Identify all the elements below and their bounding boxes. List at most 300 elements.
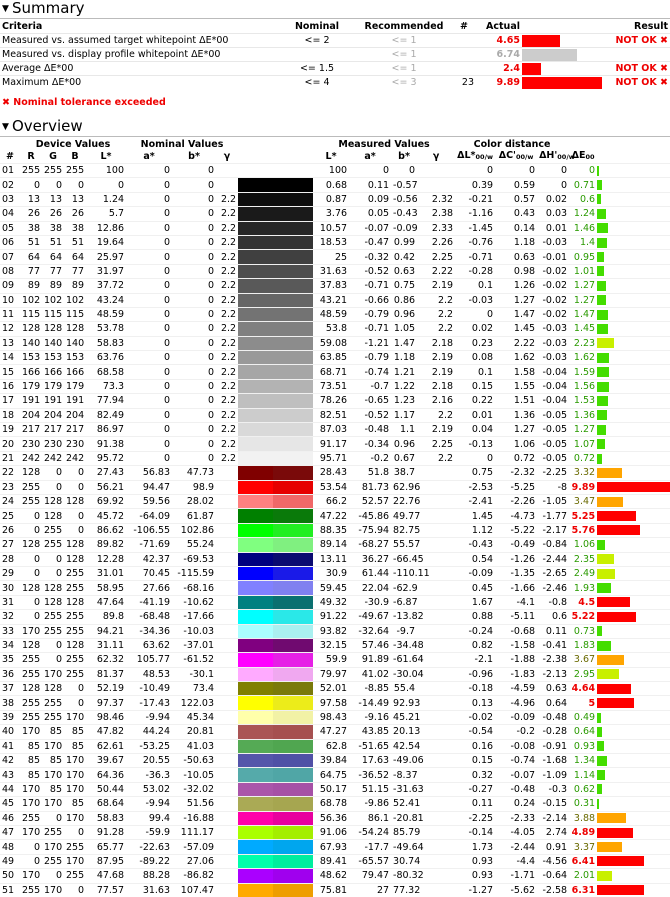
- delta-e-bar: [597, 382, 609, 392]
- nominal-gamma: [216, 523, 238, 537]
- measured-b: 1.1: [391, 423, 417, 437]
- device-g: 255: [44, 524, 63, 536]
- delta-h: -2.14: [537, 811, 569, 825]
- overview-divider: [0, 136, 670, 137]
- nominal-swatch: [238, 667, 273, 681]
- device-b: 191: [66, 395, 85, 407]
- delta-h: -0.03: [537, 235, 569, 249]
- nominal-a: 0: [126, 423, 172, 437]
- measured-b: 1.21: [391, 365, 417, 379]
- delta-e: 2.35: [569, 552, 597, 566]
- measured-l: 53.54: [313, 480, 349, 494]
- row-num: 44: [0, 782, 20, 796]
- nominal-cell: <= 4: [278, 76, 356, 90]
- measured-gamma: [417, 682, 455, 696]
- nominal-l: 63.76: [86, 351, 126, 365]
- overview-row: [0, 768, 670, 782]
- row-num: 22: [0, 466, 20, 480]
- device-g: 255: [44, 625, 63, 637]
- nominal-gamma: [216, 566, 238, 580]
- delta-e-bar-cell: [597, 768, 670, 782]
- measured-swatch: [273, 178, 313, 192]
- nominal-swatch: [238, 235, 273, 249]
- measured-swatch: [273, 293, 313, 307]
- measured-gamma: 2.18: [417, 336, 455, 350]
- delta-l: 0.93: [455, 869, 495, 883]
- delta-e-bar: [597, 454, 602, 464]
- device-r: 179: [22, 381, 41, 393]
- delta-h: -1.68: [537, 754, 569, 768]
- delta-e: 5.76: [569, 523, 597, 537]
- device-g: 170: [44, 769, 63, 781]
- device-g: 255: [44, 827, 63, 839]
- overview-row: [0, 178, 670, 192]
- measured-gamma: [417, 523, 455, 537]
- delta-e-bar: [597, 252, 604, 262]
- measured-a: -51.65: [349, 739, 391, 753]
- delta-e-bar-cell: [597, 250, 670, 264]
- delta-h: -0.15: [537, 797, 569, 811]
- nominal-l: 12.28: [86, 552, 126, 566]
- actual-cell: 2.4: [476, 62, 522, 76]
- measured-swatch: [273, 509, 313, 523]
- row-num: 18: [0, 408, 20, 422]
- nominal-l: 98.46: [86, 710, 126, 724]
- actual-bar: [522, 49, 577, 61]
- count-cell: [452, 48, 476, 62]
- nominal-swatch: [238, 192, 273, 206]
- delta-e-bar-cell: [597, 581, 670, 595]
- nominal-gamma: [216, 854, 238, 868]
- device-r: 64: [20, 250, 42, 264]
- device-b: 170: [66, 712, 85, 724]
- tolerance-note: ✖ Nominal tolerance exceeded: [2, 97, 166, 108]
- delta-h: 0.03: [537, 207, 569, 221]
- measured-l: 47.27: [313, 725, 349, 739]
- delta-e-bar-cell: [597, 293, 670, 307]
- measured-b: 0.75: [391, 279, 417, 293]
- overview-row: [0, 869, 670, 883]
- delta-c: -2.33: [495, 811, 537, 825]
- nominal-b: 0: [172, 423, 216, 437]
- delta-l: 0.32: [455, 768, 495, 782]
- device-r: 115: [22, 309, 41, 321]
- criteria-cell: Measured vs. display profile whitepoint ΔE*00: [0, 48, 278, 62]
- measured-l: 39.84: [313, 754, 349, 768]
- nominal-a: 0: [126, 437, 172, 451]
- delta-e-bar-cell: [597, 336, 670, 350]
- row-num: 21: [0, 451, 20, 465]
- device-g: 255: [44, 855, 63, 867]
- device-g: 255: [44, 611, 63, 623]
- measured-a: 81.73: [349, 480, 391, 494]
- measured-gamma: [417, 480, 455, 494]
- device-r: 102: [22, 294, 41, 306]
- row-num: 12: [0, 322, 20, 336]
- delta-e-bar-cell: [597, 307, 670, 321]
- nominal-a: 0: [126, 451, 172, 465]
- measured-a: 43.85: [349, 725, 391, 739]
- measured-gamma: [417, 509, 455, 523]
- measured-gamma: 2.19: [417, 279, 455, 293]
- measured-a: -0.65: [349, 394, 391, 408]
- col-r: R: [27, 151, 35, 162]
- device-g: 0: [42, 638, 64, 652]
- nominal-l: 50.44: [86, 782, 126, 796]
- delta-c: 1.62: [495, 351, 537, 365]
- device-b: 128: [66, 640, 85, 652]
- device-g: 230: [44, 438, 63, 450]
- device-b: 0: [64, 696, 86, 710]
- measured-a: -9.86: [349, 797, 391, 811]
- delta-h: 0.11: [537, 624, 569, 638]
- nominal-b: 0: [172, 408, 216, 422]
- nominal-l: 31.97: [86, 264, 126, 278]
- device-r: 128: [22, 582, 41, 594]
- delta-c: 2.22: [495, 336, 537, 350]
- delta-l: -2.25: [455, 811, 495, 825]
- delta-e: 1.06: [569, 538, 597, 552]
- summary-row: [0, 62, 670, 76]
- recommended-cell: <= 1: [356, 62, 452, 76]
- device-r: 0: [20, 509, 42, 523]
- delta-e-bar-cell: [597, 754, 670, 768]
- delta-e-bar-cell: [597, 279, 670, 293]
- measured-l: 89.41: [313, 854, 349, 868]
- col-delta-e: $\Delta E_{00}$: [571, 150, 595, 161]
- measured-l: 95.71: [313, 451, 349, 465]
- measured-l: 18.53: [313, 235, 349, 249]
- nominal-a: 0: [126, 336, 172, 350]
- delta-e-bar: [597, 223, 608, 233]
- result-header: Result: [634, 21, 668, 32]
- device-g: 204: [44, 409, 63, 421]
- measured-b: -62.9: [393, 582, 418, 594]
- overview-row: [0, 509, 670, 523]
- delta-e-bar-cell: [597, 725, 670, 739]
- nominal-swatch: [238, 754, 273, 768]
- row-num: 29: [0, 566, 20, 580]
- nominal-gamma: 2.2: [216, 394, 238, 408]
- delta-c: 1.55: [495, 379, 537, 393]
- delta-e-bar: [597, 396, 608, 406]
- delta-c: 0.63: [495, 250, 537, 264]
- device-b: 0: [64, 523, 86, 537]
- nominal-a: -36.3: [126, 768, 172, 782]
- measured-swatch: [273, 365, 313, 379]
- delta-c: -5.22: [495, 523, 537, 537]
- delta-e: 0.71: [569, 178, 597, 192]
- nominal-swatch: [238, 207, 273, 221]
- nominal-gamma: [216, 696, 238, 710]
- count-cell: [452, 62, 476, 76]
- measured-a: -1.21: [349, 336, 391, 350]
- measured-b: 1.22: [391, 379, 417, 393]
- delta-e: 1.01: [569, 264, 597, 278]
- summary-row: [0, 48, 670, 62]
- delta-l: 0: [455, 164, 495, 178]
- device-r: 85: [20, 739, 42, 753]
- delta-e-bar: [597, 741, 604, 751]
- measured-gamma: [417, 768, 455, 782]
- nominal-b: 0: [172, 178, 216, 192]
- row-num: 31: [0, 595, 20, 609]
- nominal-swatch: [238, 437, 273, 451]
- collapse-triangle-icon: ▼: [2, 122, 9, 132]
- nominal-l: 68.58: [86, 365, 126, 379]
- delta-e: 1.46: [569, 221, 597, 235]
- delta-c: 1.27: [495, 293, 537, 307]
- delta-c: 0.57: [495, 192, 537, 206]
- delta-l: 0: [455, 307, 495, 321]
- delta-l: 1.67: [455, 595, 495, 609]
- device-b: 170: [66, 783, 85, 795]
- device-g: 38: [42, 221, 64, 235]
- measured-l: 59.9: [313, 653, 349, 667]
- delta-c: 0: [495, 164, 537, 178]
- delta-h: -2.17: [537, 523, 569, 537]
- measured-gamma: [417, 494, 455, 508]
- nominal-l: 58.83: [86, 336, 126, 350]
- actual-cell: 9.89: [476, 76, 522, 90]
- overview-row: [0, 653, 670, 667]
- row-num: 33: [0, 624, 20, 638]
- nominal-b: 0: [172, 264, 216, 278]
- measured-b: 92.93: [393, 697, 421, 709]
- nominal-a: 0: [126, 351, 172, 365]
- nominal-a: 88.28: [126, 869, 172, 883]
- measured-a: -30.9: [349, 595, 391, 609]
- measured-a: 17.63: [349, 754, 391, 768]
- delta-h: -4.56: [537, 854, 569, 868]
- criteria-cell: Measured vs. assumed target whitepoint ΔE*00: [0, 34, 278, 48]
- nominal-b: 0: [172, 336, 216, 350]
- delta-e-bar-cell: [597, 811, 670, 825]
- nominal-cell: [278, 48, 356, 62]
- measured-a: -0.48: [349, 423, 391, 437]
- delta-l: -0.27: [455, 782, 495, 796]
- device-r: 51: [20, 235, 42, 249]
- delta-c: -4.4: [495, 854, 537, 868]
- delta-e: 1.27: [569, 423, 597, 437]
- nominal-l: 69.92: [86, 494, 126, 508]
- overview-row: [0, 307, 670, 321]
- actual-bar: [522, 77, 602, 89]
- delta-l: -1.16: [455, 207, 495, 221]
- measured-swatch: [273, 869, 313, 883]
- row-num: 45: [0, 797, 20, 811]
- measured-gamma: 2.19: [417, 351, 455, 365]
- delta-l: -0.96: [455, 667, 495, 681]
- nominal-a: -41.19: [126, 595, 172, 609]
- nominal-a: 20.55: [126, 754, 172, 768]
- delta-e-bar-cell: [597, 509, 670, 523]
- measured-swatch: [273, 351, 313, 365]
- summary-table: [0, 21, 670, 89]
- delta-l: 0.16: [455, 739, 495, 753]
- nominal-swatch: [238, 178, 273, 192]
- nominal-gamma: 2.2: [216, 235, 238, 249]
- measured-swatch: [273, 840, 313, 854]
- delta-e-bar: [597, 713, 601, 723]
- delta-c: -1.58: [495, 638, 537, 652]
- measured-l: 56.36: [313, 811, 349, 825]
- measured-swatch: [273, 566, 313, 580]
- delta-c: -1.83: [495, 667, 537, 681]
- col-delta-c: $\Delta C'_{00/w}$: [498, 150, 534, 161]
- delta-c: 1.06: [495, 437, 537, 451]
- result-cell: NOT OK ✖: [602, 76, 670, 90]
- nominal-b: -69.53: [172, 552, 216, 566]
- measured-l: 25: [313, 250, 349, 264]
- overview-row: [0, 883, 670, 897]
- measured-a: -36.52: [349, 768, 391, 782]
- actual-bar-cell: [522, 62, 602, 76]
- overview-row: [0, 250, 670, 264]
- delta-e-bar: [597, 410, 607, 420]
- nominal-gamma: [216, 782, 238, 796]
- nominal-b: 107.47: [172, 883, 216, 897]
- measured-b: -0.09: [393, 222, 418, 234]
- delta-e-bar: [597, 166, 599, 176]
- measured-b: 38.7: [391, 466, 417, 480]
- measured-l: 67.93: [313, 840, 349, 854]
- measured-l: 100: [313, 164, 349, 178]
- measured-values-header: Measured Values: [338, 139, 430, 150]
- nominal-gamma: [216, 797, 238, 811]
- device-g: 170: [44, 841, 63, 853]
- delta-c: -4.05: [495, 825, 537, 839]
- delta-e-bar: [597, 540, 605, 550]
- measured-gamma: 2.19: [417, 365, 455, 379]
- delta-c: 1.26: [495, 279, 537, 293]
- nominal-swatch: [238, 466, 273, 480]
- device-b: 166: [66, 366, 85, 378]
- measured-a: -0.66: [349, 293, 391, 307]
- overview-row: [0, 667, 670, 681]
- device-b: 170: [66, 769, 85, 781]
- delta-e-bar: [597, 784, 602, 794]
- delta-h: -1.77: [537, 509, 569, 523]
- measured-b: -49.64: [393, 841, 424, 853]
- device-r: 140: [22, 337, 41, 349]
- col-num: #: [6, 151, 14, 162]
- measured-b: 55.4: [391, 682, 417, 696]
- delta-l: -0.24: [455, 624, 495, 638]
- measured-swatch: [273, 437, 313, 451]
- measured-swatch: [273, 624, 313, 638]
- delta-l: 0.15: [455, 379, 495, 393]
- device-b: 242: [66, 453, 85, 464]
- nominal-l: 81.37: [86, 667, 126, 681]
- device-r: 255: [22, 697, 41, 709]
- device-r: 170: [22, 798, 41, 810]
- device-r: 128: [22, 323, 41, 335]
- device-b: 0: [64, 466, 86, 480]
- delta-e-bar-cell: [597, 653, 670, 667]
- measured-swatch: [273, 595, 313, 609]
- measured-l: 52.01: [313, 682, 349, 696]
- device-r: 0: [20, 566, 42, 580]
- nominal-swatch: [238, 408, 273, 422]
- delta-h: -0.04: [537, 379, 569, 393]
- device-b: 255: [66, 165, 85, 177]
- measured-b: -0.56: [393, 193, 418, 205]
- measured-a: 0.11: [349, 178, 391, 192]
- row-num: 41: [0, 739, 20, 753]
- nominal-b: 27.06: [172, 854, 216, 868]
- measured-b: -20.81: [393, 812, 424, 824]
- delta-e: 4.89: [569, 825, 597, 839]
- measured-l: 43.21: [313, 293, 349, 307]
- delta-e: 1.59: [569, 365, 597, 379]
- delta-e-bar: [597, 770, 605, 780]
- measured-b: 0: [391, 164, 417, 178]
- delta-l: -0.43: [455, 538, 495, 552]
- device-b: 26: [64, 207, 86, 221]
- device-b: 128: [66, 539, 85, 551]
- device-b: 0: [64, 509, 86, 523]
- delta-h: -0.84: [537, 538, 569, 552]
- nominal-a: 70.45: [126, 566, 172, 580]
- device-g: 191: [44, 395, 63, 407]
- summary-heading[interactable]: [0, 0, 670, 16]
- device-g: 85: [42, 725, 64, 739]
- nominal-b: -10.05: [172, 768, 216, 782]
- measured-a: 52.57: [349, 494, 391, 508]
- nominal-b: 0: [172, 192, 216, 206]
- nominal-a: 0: [126, 178, 172, 192]
- summary-row: [0, 34, 670, 48]
- measured-b: -61.64: [393, 654, 424, 666]
- delta-e-bar-cell: [597, 466, 670, 480]
- delta-h: -2.38: [537, 653, 569, 667]
- measured-a: 0.05: [349, 207, 391, 221]
- delta-l: -0.71: [455, 250, 495, 264]
- delta-c: 0.98: [495, 264, 537, 278]
- device-b: 255: [66, 668, 85, 680]
- overview-heading[interactable]: [0, 118, 670, 134]
- measured-b: 0.63: [391, 264, 417, 278]
- recommended-cell: <= 3: [356, 76, 452, 90]
- nominal-gamma: [216, 754, 238, 768]
- delta-h: -0.28: [537, 725, 569, 739]
- measured-swatch: [273, 322, 313, 336]
- overview-row: [0, 351, 670, 365]
- measured-a: -0.71: [349, 322, 391, 336]
- nominal-b: 0: [172, 379, 216, 393]
- device-g: 255: [44, 539, 63, 551]
- measured-gamma: 2.2: [417, 451, 455, 465]
- nominal-a: 44.24: [126, 725, 172, 739]
- row-num: 15: [0, 365, 20, 379]
- actual-cell: 6.74: [476, 48, 522, 62]
- col-measured-gamma: γ: [432, 151, 440, 162]
- delta-l: 0.01: [455, 408, 495, 422]
- nominal-gamma: [216, 710, 238, 724]
- delta-e-bar-cell: [597, 638, 670, 652]
- measured-swatch: [273, 739, 313, 753]
- measured-l: 13.11: [313, 552, 349, 566]
- nominal-swatch: [238, 782, 273, 796]
- nominal-swatch: [238, 869, 273, 883]
- delta-e-bar: [597, 525, 640, 535]
- device-r: 26: [20, 207, 42, 221]
- device-b: 140: [66, 337, 85, 349]
- nominal-a: 0: [126, 235, 172, 249]
- actual-bar-cell: [522, 48, 602, 62]
- overview-table: [0, 139, 670, 897]
